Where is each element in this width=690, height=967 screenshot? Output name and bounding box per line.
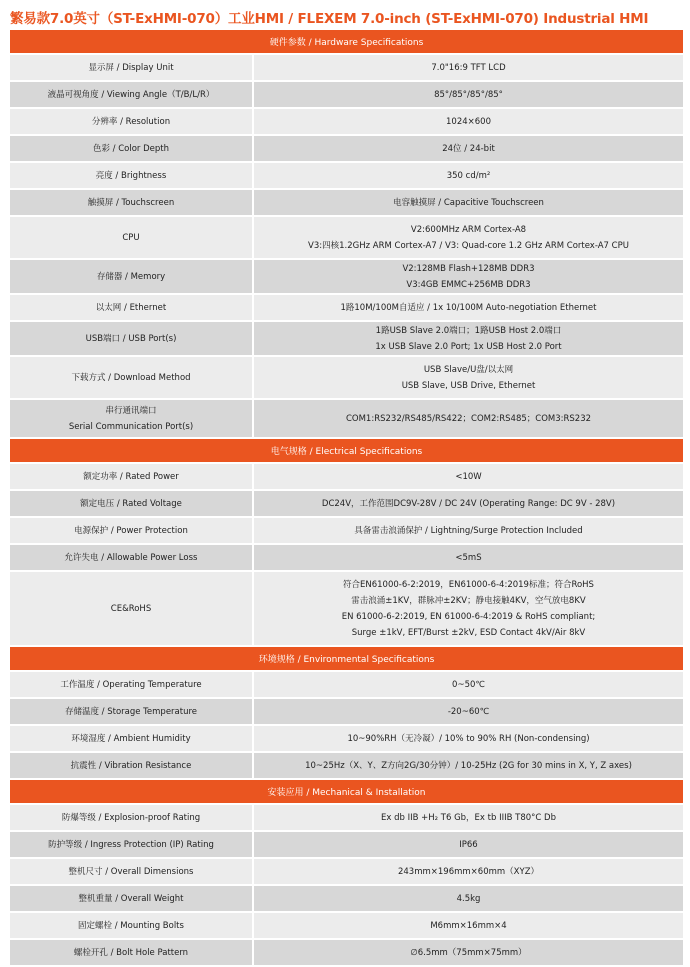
- spec-value-line: EN 61000-6-2:2019, EN 61000-6-4:2019 & RoHS compliant;: [341, 611, 596, 622]
- document-title: 繁易款7.0英寸（ST-ExHMI-070）工业HMI / FLEXEM 7.0-inch (ST-ExHMI-070) Industrial HMI: [10, 11, 649, 27]
- spec-value: [254, 260, 683, 293]
- spec-table: [10, 30, 683, 967]
- spec-value-line: V2:128MB Flash+128MB DDR3: [402, 263, 535, 274]
- spec-label-line: 抗震性 / Vibration Resistance: [70, 760, 192, 771]
- spec-label: [10, 518, 254, 543]
- spec-label: [10, 322, 254, 355]
- spec-label: [10, 572, 254, 645]
- spec-value-line: 10~25Hz（X、Y、Z方向2G/30分钟）/ 10-25Hz (2G for 30 mins in X, Y, Z axes): [305, 760, 632, 771]
- spec-value-line: Surge ±1kV, EFT/Burst ±2kV, ESD Contact 4kV/Air 8kV: [351, 627, 586, 638]
- spec-row: [10, 545, 683, 572]
- spec-label-line: CE&RoHS: [110, 603, 152, 614]
- spec-row: [10, 753, 683, 780]
- spec-value: [254, 832, 683, 857]
- spec-value: [254, 672, 683, 697]
- spec-value-line: IP66: [459, 839, 478, 850]
- spec-value-line: ∅6.5mm（75mm×75mm）: [410, 947, 527, 958]
- spec-value: [254, 940, 683, 965]
- spec-value: [254, 572, 683, 645]
- spec-label: [10, 672, 254, 697]
- spec-value: [254, 55, 683, 80]
- spec-row: [10, 672, 683, 699]
- spec-row: [10, 163, 683, 190]
- spec-row: [10, 886, 683, 913]
- spec-row: [10, 913, 683, 940]
- spec-value: [254, 322, 683, 355]
- spec-label-line: 防爆等级 / Explosion-proof Rating: [61, 812, 201, 823]
- spec-label-line: 整机尺寸 / Overall Dimensions: [68, 866, 194, 877]
- spec-label: [10, 400, 254, 437]
- spec-value: [254, 518, 683, 543]
- spec-value: [254, 357, 683, 398]
- spec-label: [10, 859, 254, 884]
- spec-value-line: <5mS: [455, 552, 482, 563]
- spec-value-line: 350 cd/m²: [446, 170, 491, 181]
- spec-row: [10, 832, 683, 859]
- spec-label: [10, 940, 254, 965]
- spec-label-line: Serial Communication Port(s): [68, 421, 194, 432]
- spec-value-line: 1x USB Slave 2.0 Port; 1x USB Host 2.0 Port: [375, 341, 562, 352]
- spec-value-line: <10W: [455, 471, 482, 482]
- spec-row: [10, 217, 683, 260]
- spec-value-line: DC24V，工作范围DC9V-28V / DC 24V (Operating Range: DC 9V - 28V): [321, 498, 616, 509]
- spec-label-line: 电源保护 / Power Protection: [74, 525, 188, 536]
- spec-value: [254, 726, 683, 751]
- spec-value: [254, 886, 683, 911]
- spec-value-line: 雷击浪涌±1KV，群脉冲±2KV；静电接触4KV，空气放电8KV: [351, 595, 586, 606]
- spec-value: [254, 913, 683, 938]
- spec-value-line: 4.5kg: [456, 893, 481, 904]
- spec-value: [254, 217, 683, 258]
- spec-label-line: 显示屏 / Display Unit: [88, 62, 174, 73]
- spec-row: [10, 260, 683, 295]
- spec-value: [254, 82, 683, 107]
- spec-label: [10, 832, 254, 857]
- spec-label-line: 螺栓开孔 / Bolt Hole Pattern: [73, 947, 189, 958]
- spec-value: [254, 545, 683, 570]
- spec-value: [254, 464, 683, 489]
- spec-value-line: COM1:RS232/RS485/RS422；COM2:RS485；COM3:RS232: [345, 413, 592, 424]
- spec-label: [10, 136, 254, 161]
- spec-value: [254, 295, 683, 320]
- spec-value-line: 243mm×196mm×60mm（XYZ）: [397, 866, 540, 877]
- spec-label: [10, 886, 254, 911]
- spec-label-line: 允许失电 / Allowable Power Loss: [64, 552, 198, 563]
- spec-value: [254, 163, 683, 188]
- spec-value-line: USB Slave/U盘/以太网: [423, 364, 514, 375]
- spec-value: [254, 136, 683, 161]
- spec-value-line: 10~90%RH（无冷凝）/ 10% to 90% RH (Non-condensing): [347, 733, 590, 744]
- spec-row: [10, 322, 683, 357]
- spec-row: [10, 805, 683, 832]
- spec-value-line: 符合EN61000-6-2:2019，EN61000-6-4:2019标准；符合RoHS: [343, 579, 594, 590]
- section-header: 安装应用 / Mechanical & Installation: [10, 780, 683, 805]
- spec-row: [10, 518, 683, 545]
- spec-label: [10, 491, 254, 516]
- spec-label-line: 工作温度 / Operating Temperature: [60, 679, 202, 690]
- spec-value: [254, 400, 683, 437]
- spec-label-line: 额定功率 / Rated Power: [83, 471, 179, 482]
- spec-value: [254, 699, 683, 724]
- spec-label-line: 色彩 / Color Depth: [92, 143, 170, 154]
- spec-value: [254, 859, 683, 884]
- section-header: 硬件参数 / Hardware Specifications: [10, 30, 683, 55]
- spec-row: [10, 699, 683, 726]
- spec-label-line: 环境湿度 / Ambient Humidity: [71, 733, 191, 744]
- spec-value-line: 具备雷击浪涌保护 / Lightning/Surge Protection Included: [354, 525, 583, 536]
- spec-label: [10, 913, 254, 938]
- spec-label-line: CPU: [122, 232, 140, 243]
- spec-row: [10, 357, 683, 400]
- spec-row: [10, 464, 683, 491]
- spec-label: [10, 357, 254, 398]
- spec-label: [10, 295, 254, 320]
- spec-label-line: 亮度 / Brightness: [95, 170, 167, 181]
- spec-label: [10, 82, 254, 107]
- spec-row: [10, 55, 683, 82]
- spec-label: [10, 217, 254, 258]
- spec-label-line: 整机重量 / Overall Weight: [78, 893, 184, 904]
- spec-row: [10, 136, 683, 163]
- spec-row: [10, 940, 683, 967]
- spec-value: [254, 109, 683, 134]
- spec-label: [10, 726, 254, 751]
- spec-row: [10, 82, 683, 109]
- spec-value-line: 7.0"16:9 TFT LCD: [431, 62, 506, 73]
- spec-value: [254, 491, 683, 516]
- spec-label-line: 防护等级 / Ingress Protection (IP) Rating: [48, 839, 214, 850]
- spec-value: [254, 805, 683, 830]
- spec-value-line: 电容触摸屏 / Capacitive Touchscreen: [393, 197, 544, 208]
- spec-value-line: V3:四核1.2GHz ARM Cortex-A7 / V3: Quad-core 1.2 GHz ARM Cortex-A7 CPU: [308, 240, 629, 251]
- spec-value-line: 85°/85°/85°/85°: [434, 89, 503, 100]
- spec-value-line: 0~50℃: [452, 679, 485, 690]
- spec-value-line: 1路10M/100M自适应 / 1x 10/100M Auto-negotiation Ethernet: [340, 302, 597, 313]
- spec-label-line: 下载方式 / Download Method: [71, 372, 191, 383]
- spec-value-line: USB Slave, USB Drive, Ethernet: [401, 380, 536, 391]
- spec-row: [10, 295, 683, 322]
- spec-value: [254, 190, 683, 215]
- spec-label-line: 以太网 / Ethernet: [95, 302, 167, 313]
- spec-label: [10, 190, 254, 215]
- spec-row: [10, 491, 683, 518]
- spec-value-line: -20~60℃: [447, 706, 490, 717]
- spec-label: [10, 805, 254, 830]
- spec-label: [10, 699, 254, 724]
- spec-label-line: 串行通讯端口: [105, 405, 157, 416]
- spec-value: [254, 753, 683, 778]
- spec-label-line: 分辨率 / Resolution: [91, 116, 171, 127]
- spec-row: [10, 726, 683, 753]
- spec-value-line: V3:4GB EMMC+256MB DDR3: [406, 279, 531, 290]
- spec-label-line: 固定螺栓 / Mounting Bolts: [78, 920, 184, 931]
- spec-label: [10, 109, 254, 134]
- spec-row: [10, 400, 683, 439]
- spec-value-line: 24位 / 24-bit: [442, 143, 495, 154]
- spec-label-line: 存储器 / Memory: [96, 271, 166, 282]
- spec-value-line: V2:600MHz ARM Cortex-A8: [410, 224, 527, 235]
- spec-label-line: 触摸屏 / Touchscreen: [87, 197, 175, 208]
- spec-value-line: 1路USB Slave 2.0端口；1路USB Host 2.0端口: [375, 325, 562, 336]
- spec-label: [10, 55, 254, 80]
- spec-label: [10, 464, 254, 489]
- spec-row: [10, 190, 683, 217]
- section-header: 环境规格 / Environmental Specifications: [10, 647, 683, 672]
- spec-value-line: M6mm×16mm×4: [430, 920, 507, 931]
- spec-value-line: 1024×600: [446, 116, 491, 127]
- spec-row: [10, 109, 683, 136]
- spec-label-line: 液晶可视角度 / Viewing Angle（T/B/L/R）: [47, 89, 215, 100]
- spec-label-line: 存储温度 / Storage Temperature: [64, 706, 198, 717]
- section-header: 电气规格 / Electrical Specifications: [10, 439, 683, 464]
- spec-row: [10, 859, 683, 886]
- spec-label: [10, 163, 254, 188]
- spec-value-line: Ex db IIB +H₂ T6 Gb，Ex tb IIIB T80°C Db: [381, 812, 556, 823]
- spec-label-line: USB端口 / USB Port(s): [85, 333, 177, 344]
- spec-row: [10, 572, 683, 647]
- spec-label: [10, 753, 254, 778]
- spec-label-line: 额定电压 / Rated Voltage: [80, 498, 182, 509]
- spec-label: [10, 260, 254, 293]
- spec-label: [10, 545, 254, 570]
